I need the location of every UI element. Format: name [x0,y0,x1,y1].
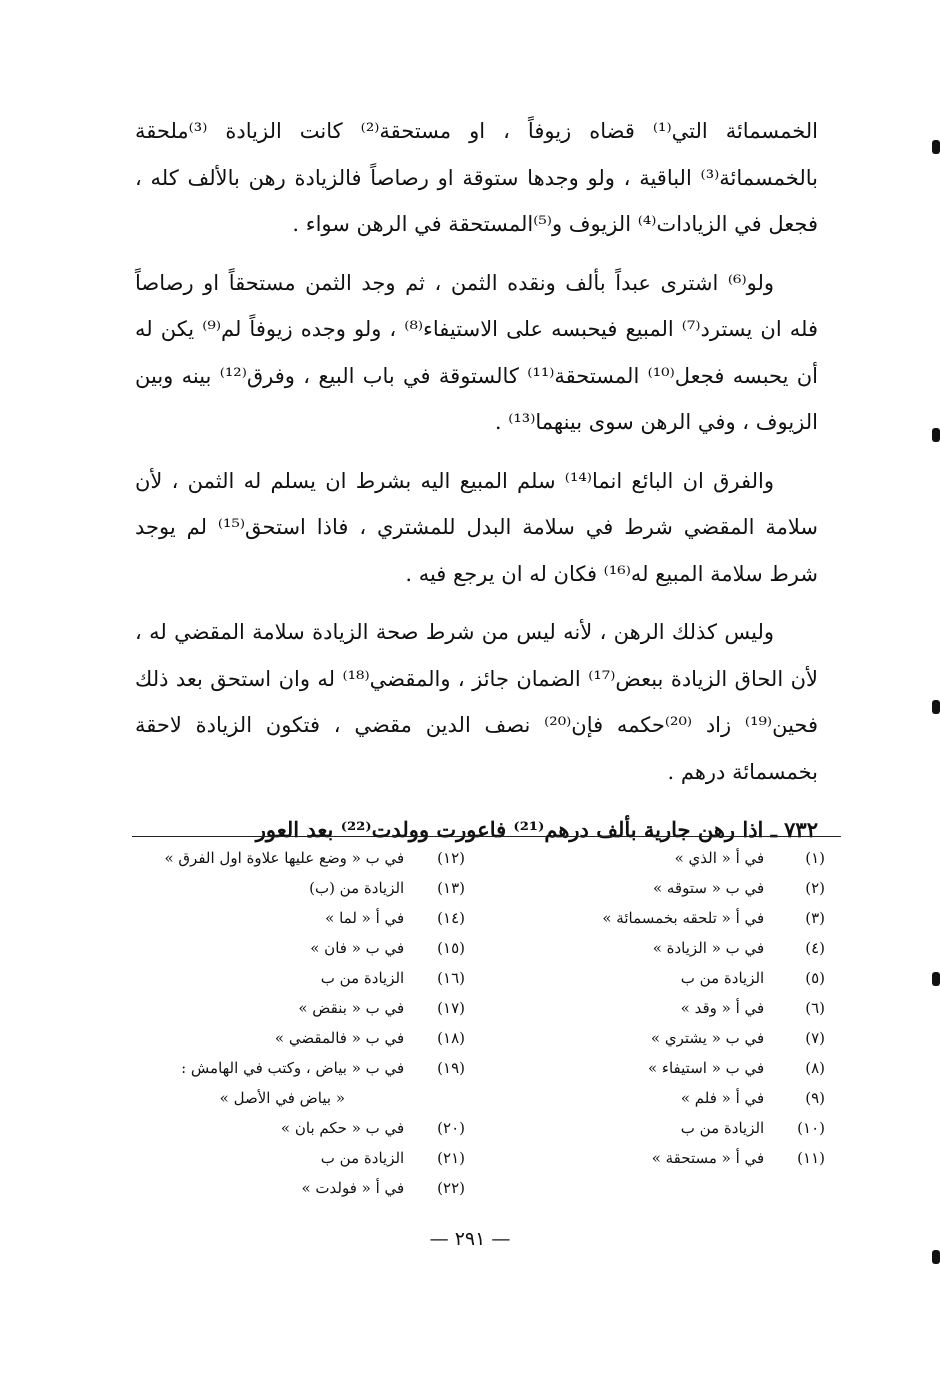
paragraph-2: ولو⁽⁶⁾ اشترى عبداً بألف ونقده الثمن ، ثم وجد الثمن مستحقاً او رصاصاً فله ان يسترد⁽⁷⁾ المبيع فيحبسه على الاستيفاء⁽⁸⁾ ، ولو وجده زيوفاً لم⁽⁹⁾ يكن له أن يحبسه فجعل⁽¹⁰⁾ المستحقة⁽¹¹⁾ كالستوقة في باب البيع ، وفرق⁽¹²⁾ بينه وبين الزيوف ، وفي الرهن سوى بينهما⁽¹³⁾ . [135,270,819,434]
footnotes-right-column [495,843,825,1173]
footnote-continuation: « بياض في الأصل » [219,1089,345,1107]
footnote: (٧) في ب « يشتري » [650,1029,825,1047]
footnote: (١٧) في ب « بنقض » [298,999,465,1017]
footnote: (٢) في ب « ستوقه » [652,879,825,897]
main-text [135,108,818,866]
footnote: (٥) الزيادة من ب [680,969,825,987]
paragraph-1: الخمسمائة التي⁽¹⁾ قضاه زيوفاً ، او مستحقة⁽²⁾ كانت الزيادة ⁽³⁾ملحقة بالخمسمائة⁽³⁾ الباقية ، ولو وجدها ستوقة او رصاصاً فالزيادة رهن بالألف كله ، فجعل في الزيادات⁽⁴⁾ الزيوف و⁽⁵⁾المستحقة في الرهن سواء . [135,119,818,236]
footnote: (٣) في أ « تلحقه بخمسمائة » [602,909,825,927]
footnote: (١) في أ « الذي » [674,849,825,867]
footnote-divider [132,836,841,837]
footnote: (١٨) في ب « فالمقضي » [274,1029,465,1047]
scan-margin-mark [932,700,940,714]
footnote: (١٠) الزيادة من ب [680,1119,825,1137]
footnote: (١٣) الزيادة من (ب) [309,879,465,897]
footnote: (١٢) في ب « وضع عليها علاوة اول الفرق » [164,849,465,867]
scan-margin-mark [932,140,940,154]
scan-margin-mark [932,1250,940,1264]
footnote: (٨) في ب « استيفاء » [647,1059,825,1077]
footnote: (١٦) الزيادة من ب [320,969,465,987]
footnote: (٢٠) في ب « حكم بان » [280,1119,465,1137]
footnote: (١٤) في أ « لما » [325,909,465,927]
footnote: (١٩) في ب « بياض ، وكتب في الهامش : [181,1059,465,1077]
footnote: (٢١) الزيادة من ب [320,1149,465,1167]
page-number: — ٢٩١ — [429,1228,511,1250]
footnote: (٩) في أ « فلم » [680,1089,825,1107]
paragraph-3: والفرق ان البائع انما⁽¹⁴⁾ سلم المبيع اليه بشرط ان يسلم له الثمن ، لأن سلامة المقضي شرط في سلامة البدل للمشتري ، فاذا استحق⁽¹⁵⁾ لم يوجد شرط سلامة المبيع له⁽¹⁶⁾ فكان له ان يرجع فيه . [135,468,818,586]
section-number: ٧٣٢ [784,817,818,842]
footnote: (٢٢) في أ « فولدت » [301,1179,465,1197]
footnotes-left-column [120,843,465,1203]
scan-margin-mark [932,428,940,442]
footnote: (١٥) في ب « فان » [310,939,465,957]
footnote: (١١) في أ « مستحقة » [651,1149,825,1167]
scan-margin-mark [932,972,940,986]
paragraph-4: وليس كذلك الرهن ، لأنه ليس من شرط صحة الزيادة سلامة المقضي له ، لأن الحاق الزيادة ببعض⁽¹⁷⁾ الضمان جائز ، والمقضي⁽¹⁸⁾ له وان استحق بعد ذلك فحين⁽¹⁹⁾ زاد ⁽²⁰⁾حكمه فإن⁽²⁰⁾ نصف الدين مقضي ، فتكون الزيادة لاحقة بخمسمائة درهم . [135,620,818,784]
footnote: (٤) في ب « الزيادة » [652,939,825,957]
section-heading-text: ـ اذا رهن جارية بألف درهم⁽²¹⁾ فاعورت وولدت⁽²²⁾ بعد العور [255,817,777,842]
footnote: (٦) في أ « وقد » [680,999,825,1017]
